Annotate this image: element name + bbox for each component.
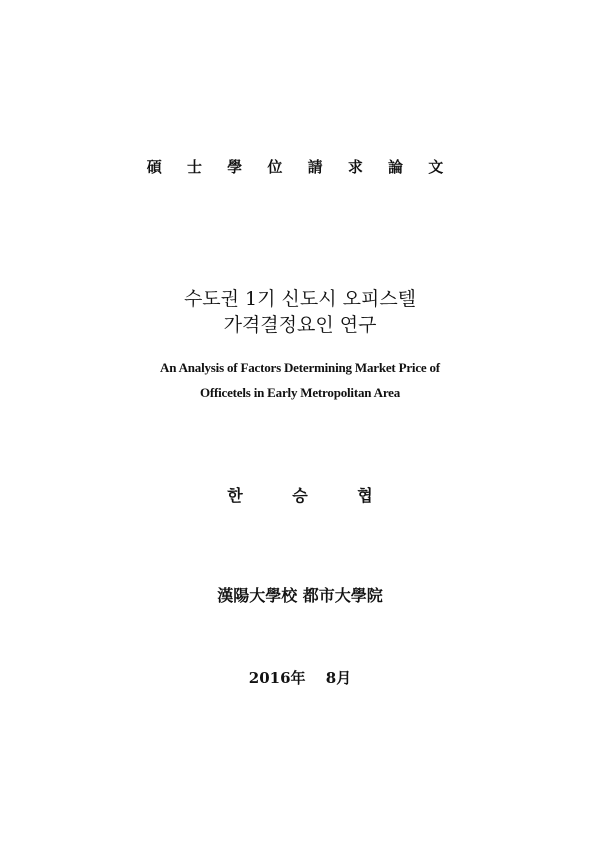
english-title-line-2: Officetels in Early Metropolitan Area <box>199 385 401 400</box>
school-name: 漢陽大學校 都市大學院 <box>217 586 383 605</box>
author-name: 한 승 협 <box>227 486 395 505</box>
english-title-line-1: An Analysis of Factors Determining Market Price of <box>160 360 440 375</box>
degree-heading: 碩 士 學 位 請 求 論 文 <box>146 158 454 176</box>
korean-title-line-2: 가격결정요인 연구 <box>223 314 377 336</box>
korean-title-line-1: 수도권 1기 신도시 오피스텔 <box>183 288 417 310</box>
submission-date: 2016年 8月 <box>248 669 352 687</box>
